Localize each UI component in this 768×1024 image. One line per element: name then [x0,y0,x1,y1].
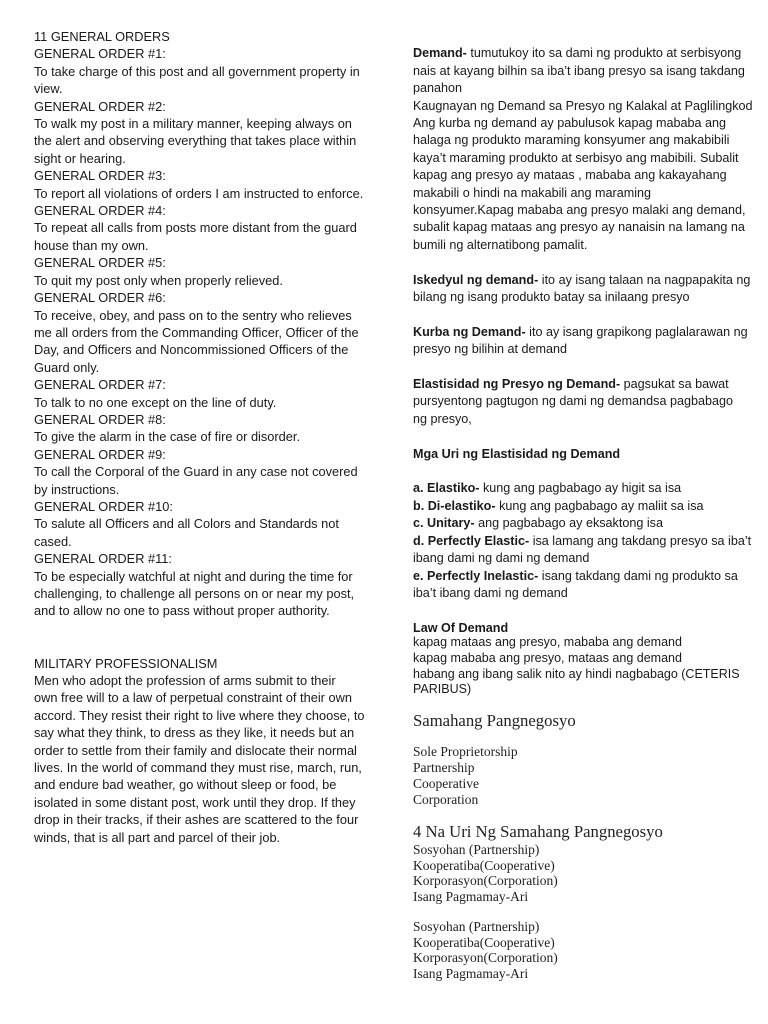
definition-text: ito ay isang grapikong paglalarawan ng [525,324,748,339]
definition-text: ito ay isang talaan na nagpapakita ng [538,272,751,287]
business-organization-type-item: Isang Pagmamay-Ari [413,888,529,904]
elasticity-type-term: e. Perfectly Inelastic- [413,568,539,583]
elasticity-type-item [413,533,753,550]
general-order-10 [34,498,365,550]
elasticity-type-term: b. Di-elastiko- [413,498,496,513]
law-of-demand-lines [413,635,753,698]
elasticity-type-text-line: ibang dami ng dami ng demand [413,551,590,566]
general-order-heading: GENERAL ORDER #4: [34,203,166,219]
demand-price-relation [413,98,753,255]
professionalism-text-line: own free will to a law of perpetual constraint of their own [34,690,352,706]
elasticity-type-term: c. Unitary- [413,516,475,531]
general-order-2 [34,98,365,168]
elasticity-term: Elastisidad ng Presyo ng Demand- [413,377,621,392]
relation-heading: Kaugnayan ng Demand sa Presyo ng Kalakal at Paglilingkod [413,98,753,113]
general-order-text-line: To talk to no one except on the line of duty. [34,394,277,410]
general-order-text-line: cased. [34,533,72,549]
professionalism-text-line: lives. In the world of command they must rise, march, run, [34,760,362,776]
elasticity-type-text-line: iba’t ibang dami ng demand [413,585,568,600]
business-organization-item: Partnership [413,760,475,775]
business-organizations-list [413,744,518,808]
definition-text-line: bilang ng isang produkto batay sa inilaang presyo [413,290,690,305]
general-order-text-line: Guard only. [34,359,100,375]
general-order-text-line: by instructions. [34,481,120,497]
elasticity-type-text: kung ang pagbabago ay maliit sa isa [495,498,704,513]
general-order-text-line: To quit my post only when properly relieved. [34,272,283,288]
business-organization-item: Corporation [413,792,479,807]
professionalism-text-line: winds, that is all part and parcel of their job. [34,829,281,845]
general-order-text-line: To be especially watchful at night and during the time for [34,568,353,584]
business-organization-types-heading: 4 Na Uri Ng Samahang Pangnegosyo [413,822,663,841]
business-organization-type-item: Isang Pagmamay-Ari [413,965,529,981]
business-organization-type-item: Kooperatiba(Cooperative) [413,934,555,950]
general-order-4 [34,202,365,254]
definition-text-line: presyo ng bilihin at demand [413,342,568,357]
general-orders-title: 11 GENERAL ORDERS [34,29,170,44]
general-order-11 [34,550,365,620]
law-of-demand-section [413,620,753,698]
definition-text-line: ng presyo, [413,411,472,426]
business-organization-type-item: Korporasyon(Corporation) [413,950,558,965]
general-order-text-line: To walk my post in a military manner, keeping always on [34,116,352,132]
general-order-text-line: house than my own. [34,237,149,253]
elasticity-types-list [413,480,753,602]
general-order-8 [34,411,365,446]
relation-text-line: kaya’t maraming produkto at serbisyo ang mabibili. Subalit [413,150,739,165]
general-order-text-line: view. [34,81,63,97]
general-order-text-line: me all orders from the Commanding Officer, Officer of the [34,324,359,340]
business-organization-type-item: Korporasyon(Corporation) [413,873,558,888]
military-professionalism-heading: MILITARY PROFESSIONALISM [34,655,218,671]
schedule-definition-line [413,272,753,289]
general-order-heading: GENERAL ORDER #9: [34,446,166,462]
business-organization-type-item: Kooperatiba(Cooperative) [413,857,555,873]
general-order-1 [34,45,365,97]
business-organizations-heading: Samahang Pangnegosyo [413,711,576,730]
general-order-heading: GENERAL ORDER #10: [34,498,173,514]
general-order-heading: GENERAL ORDER #1: [34,46,166,62]
general-order-7 [34,376,365,411]
elasticity-definition-line [413,376,753,393]
general-order-text-line: To salute all Officers and all Colors and Standards not [34,516,339,532]
law-of-demand-text-line: habang ang ibang salik nito ay hindi nagbabago (CETERIS [413,666,740,681]
elasticity-type-item [413,498,753,515]
military-professionalism-section [34,655,365,846]
definition-text-line: pursyentong pagtugon ng dami ng demandsa pagbabago [413,394,733,409]
general-order-5 [34,254,365,289]
definition-text: tumutukoy ito sa dami ng produkto at serbisyong [466,46,742,61]
professionalism-text-line: Men who adopt the profession of arms submit to their [34,673,336,689]
business-organization-type-item: Sosyohan (Partnership) [413,919,540,934]
elasticity-type-text: kung ang pagbabago ay higit sa isa [479,481,682,496]
demand-definition [413,45,753,97]
general-order-text-line: To call the Corporal of the Guard in any case not covered [34,464,358,480]
relation-text-line: bumili ng alternatibong pamalit. [413,237,588,252]
law-of-demand-heading-text: Law Of Demand [413,620,509,635]
relation-text-line: Ang kurba ng demand ay pabulusok kapag mababa ang [413,116,726,131]
general-order-text-line: To take charge of this post and all government property in [34,63,360,79]
general-order-text-line: sight or hearing. [34,150,126,166]
general-order-text-line: and to allow no one to pass without proper authority. [34,603,330,619]
business-organization-types-list [413,842,558,904]
elasticity-type-item [413,480,753,497]
general-order-text-line: challenging, to challenge all persons on or near my post, [34,586,355,601]
professionalism-text-line: order to settle from their family and dislocate their normal [34,742,357,758]
professionalism-text-line: and endure bad weather, go without sleep or food, be [34,777,337,793]
schedule-term: Iskedyul ng demand- [413,272,539,287]
relation-text-line: subalit kapag mataas ang presyo ay nanaisin na lamang na [413,220,745,235]
elasticity-type-item [413,568,753,585]
general-order-heading: GENERAL ORDER #3: [34,168,166,184]
elasticity-types-heading [413,446,753,463]
price-elasticity-definition [413,376,753,428]
relation-text-line: makabili o hindi na makabili ang maraming [413,185,652,200]
demand-schedule-definition [413,272,753,307]
professionalism-text-line: isolated in some distant post, work until they drop. If they [34,794,356,810]
business-organization-item: Sole Proprietorship [413,744,518,759]
business-organization-type-item: Sosyohan (Partnership) [413,842,540,857]
definition-text: pagsukat sa bawat [620,377,729,392]
demand-curve-definition [413,324,753,359]
general-order-3 [34,167,365,202]
elasticity-type-text: isang takdang dami ng produkto sa [538,568,738,583]
general-order-heading: GENERAL ORDER #8: [34,411,166,427]
general-order-text-line: To receive, obey, and pass on to the sentry who relieves [34,307,352,323]
general-order-heading: GENERAL ORDER #7: [34,377,166,393]
demand-term: Demand- [413,46,467,61]
elasticity-type-text: ang pagbabago ay eksaktong isa [474,516,663,531]
elasticity-type-item [413,515,753,532]
curve-definition-line [413,324,753,341]
general-order-heading: GENERAL ORDER #2: [34,98,166,114]
business-organization-types-list-repeat [413,919,558,981]
curve-term: Kurba ng Demand- [413,324,526,339]
general-order-9 [34,446,365,498]
left-column [34,28,365,846]
elasticity-type-term: d. Perfectly Elastic- [413,533,530,548]
definition-text-line: panahon [413,81,463,96]
business-organization-item: Cooperative [413,776,479,791]
general-order-heading: GENERAL ORDER #11: [34,551,172,567]
law-of-demand-text-line: PARIBUS) [413,682,472,697]
elasticity-types-heading-text: Mga Uri ng Elastisidad ng Demand [413,446,621,461]
demand-definition-line [413,45,753,62]
elasticity-type-term: a. Elastiko- [413,481,480,496]
relation-text-line: konsyumer.Kapag mababa ang presyo malaki ang demand, [413,203,746,218]
general-order-text-line: To repeat all calls from posts more distant from the guard [34,220,357,236]
relation-text-line: halaga ng produkto maraming konsyumer ang makabibili [413,133,730,148]
professionalism-text-line: accord. They resist their right to live where they choose, to [34,707,365,723]
elasticity-type-text: isa lamang ang takdang presyo sa iba’t [529,533,752,548]
professionalism-text-line: say what they think, to dress as they like, it needs but an [34,725,355,741]
general-order-heading: GENERAL ORDER #5: [34,255,166,271]
professionalism-text-line: drop in their tracks, if their ashes are scattered to the four [34,812,359,828]
general-order-heading: GENERAL ORDER #6: [34,290,166,306]
law-of-demand-text-line: kapag mataas ang presyo, mababa ang demand [413,635,682,650]
general-order-text-line: To give the alarm in the case of fire or disorder. [34,429,301,445]
general-order-text-line: the alert and observing everything that takes place within [34,133,357,149]
definition-text-line: nais at kayang bilhin sa iba’t ibang presyo sa isang takdang [413,63,745,78]
right-column [413,45,753,698]
relation-text-line: kapag ang presyo ay mataas , mababa ang kakayahang [413,168,727,183]
general-order-6 [34,289,365,376]
law-of-demand-text-line: kapag mababa ang presyo, mataas ang demand [413,650,682,665]
general-order-text-line: Day, and Officers and Noncommissioned Officers of the [34,342,349,358]
general-order-text-line: To report all violations of orders I am instructed to enforce. [34,185,364,201]
elasticity-types-section [413,446,753,603]
